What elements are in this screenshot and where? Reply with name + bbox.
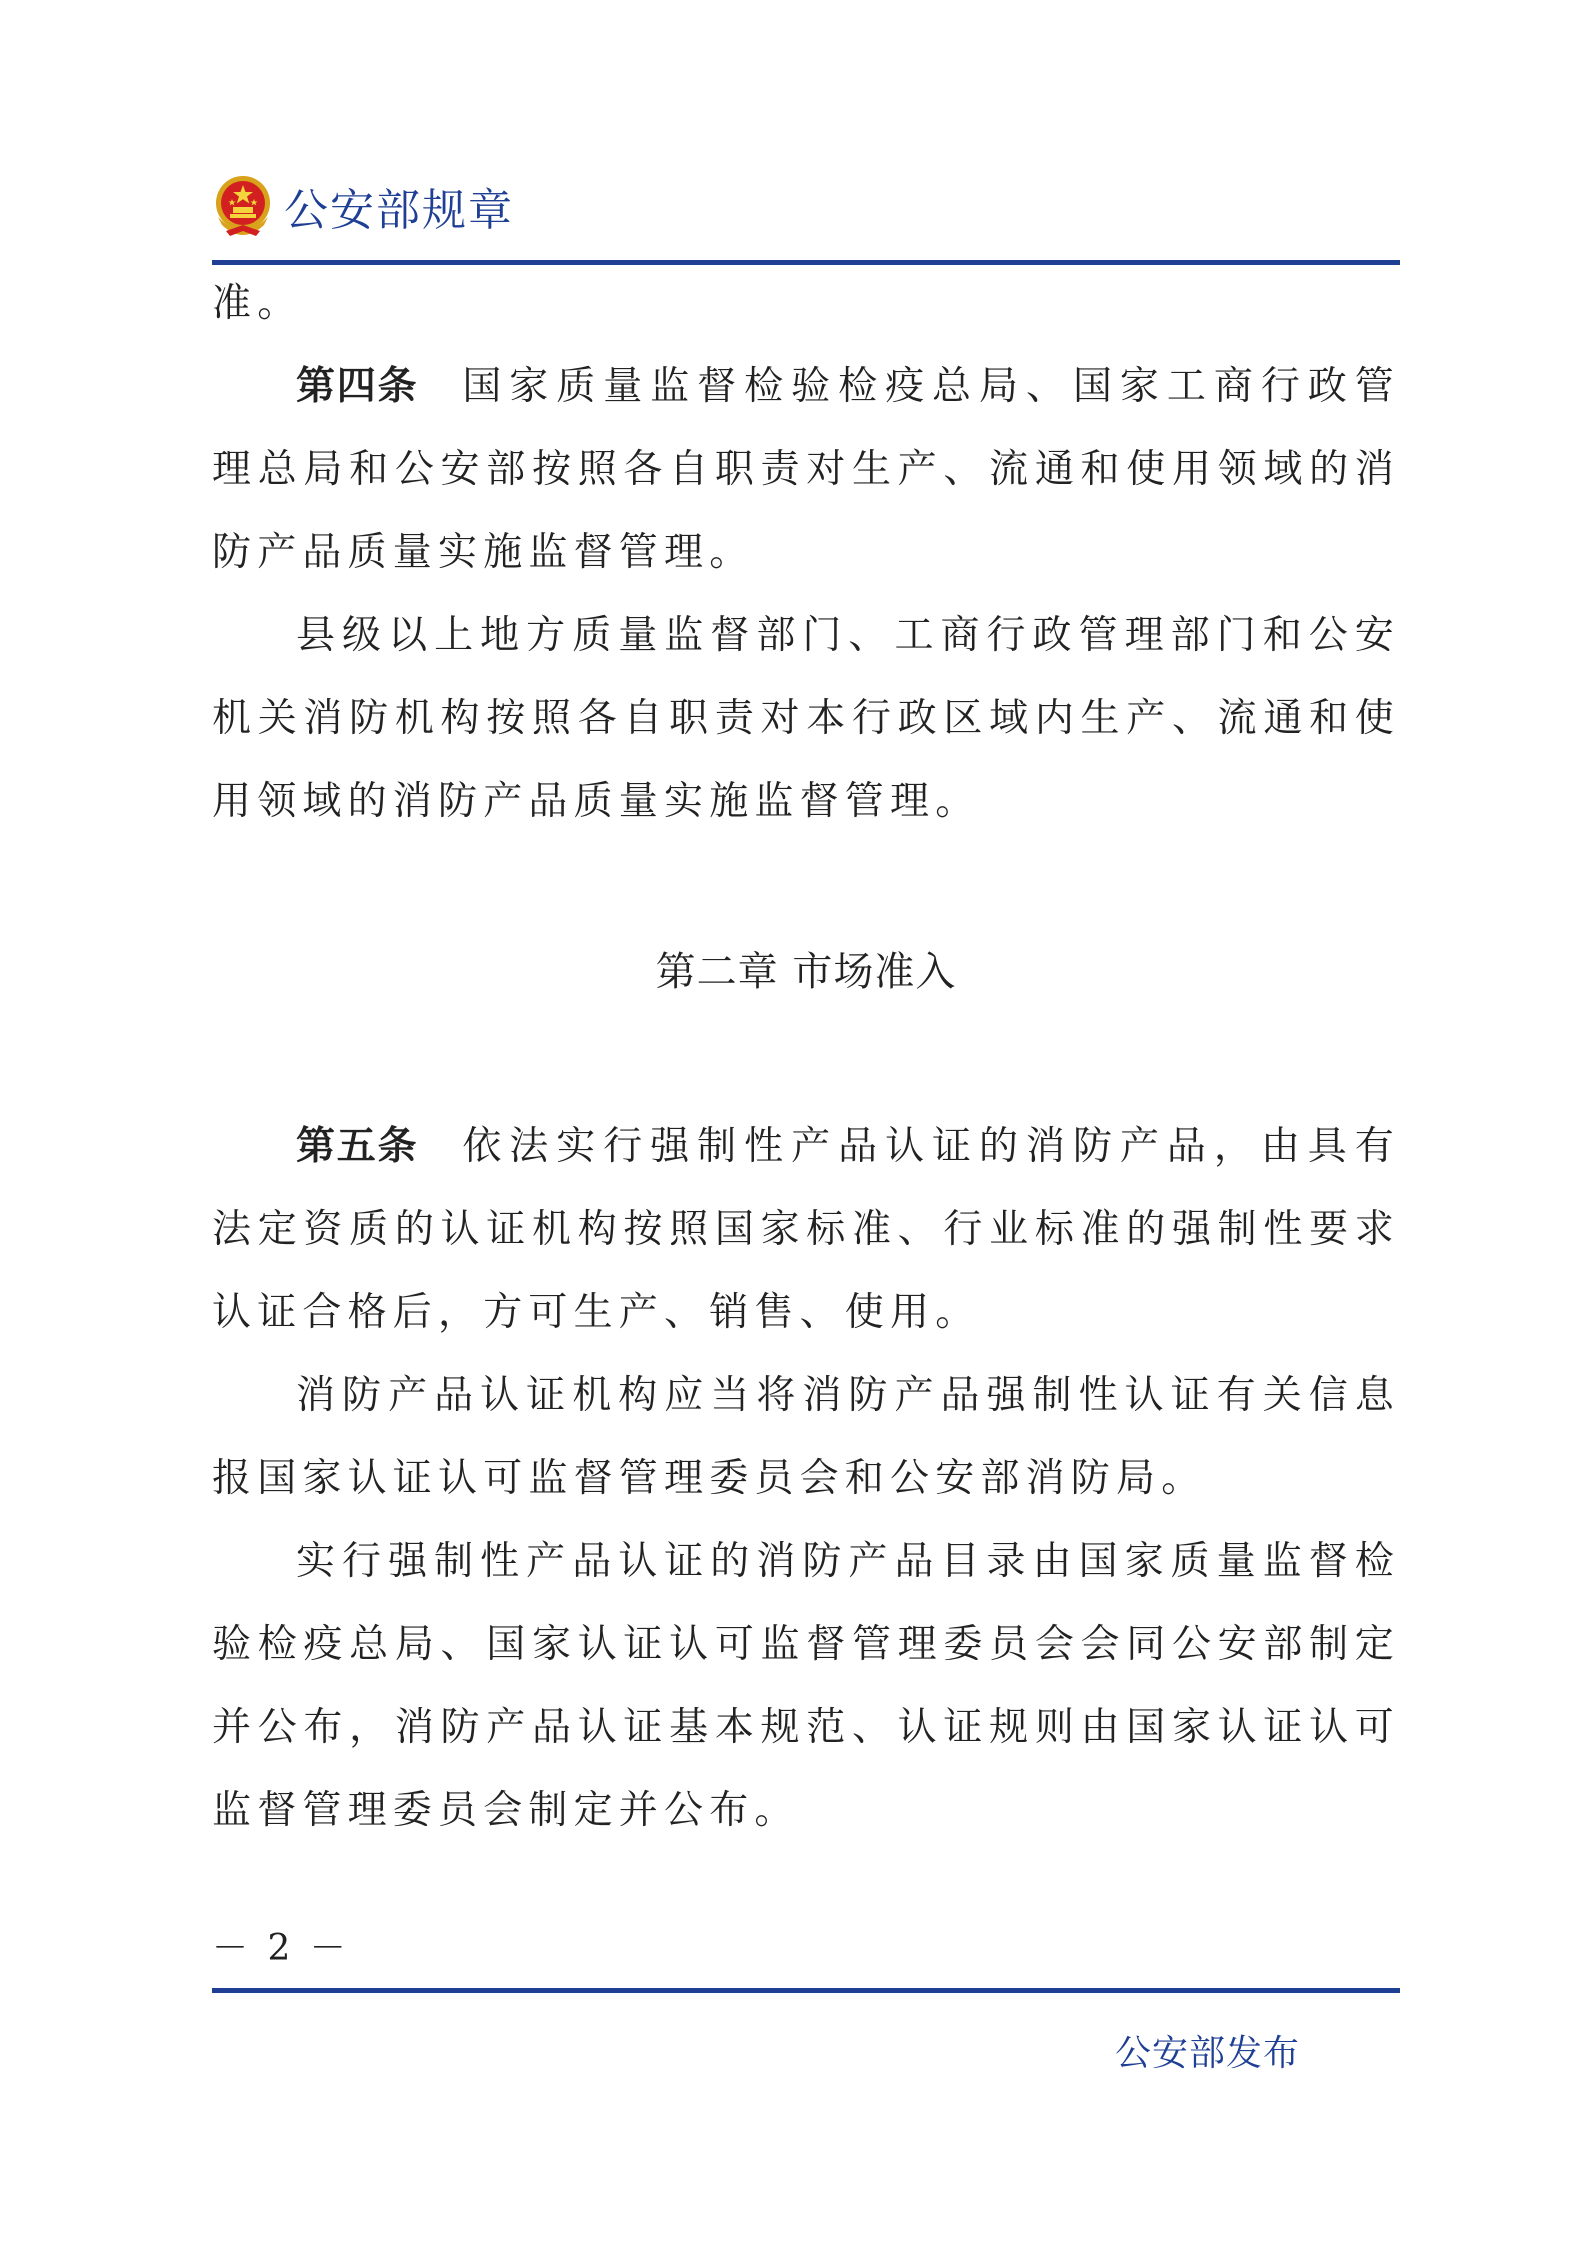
article-4-label: 第四条	[296, 364, 419, 409]
page-header	[212, 168, 514, 244]
document-body-continued	[212, 1105, 1400, 1852]
page-number: － 2 －	[212, 1928, 350, 1969]
article-5-text: 依法实行强制性产品认证的消防产品，由具有法定资质的认证机构按照国家标准、行业标准的强制性要求认证合格后，方可生产、销售、使用。	[212, 1124, 1400, 1335]
article-4-text: 国家质量监督检验检疫总局、国家工商行政管理总局和公安部按照各自职责对生产、流通和使用领域的消防产品质量实施监督管理。	[212, 364, 1400, 575]
article-5-paragraph-3: 实行强制性产品认证的消防产品目录由国家质量监督检验检疫总局、国家认证认可监督管理委员会会同公安部制定并公布，消防产品认证基本规范、认证规则由国家认证认可监督管理委员会制定并公布。	[212, 1539, 1400, 1833]
document-body	[212, 262, 1400, 843]
article-4-paragraph-2: 县级以上地方质量监督部门、工商行政管理部门和公安机关消防机构按照各自职责对本行政区域内生产、流通和使用领域的消防产品质量实施监督管理。	[212, 613, 1400, 824]
article-5-label: 第五条	[296, 1124, 419, 1169]
article-5-paragraph-1	[212, 1105, 1400, 1354]
header-title: 公安部规章	[284, 185, 514, 236]
national-emblem-icon	[212, 173, 274, 239]
article-4-paragraph-1	[212, 345, 1400, 594]
footer-divider	[212, 1988, 1400, 1993]
article-5-paragraph-2: 消防产品认证机构应当将消防产品强制性认证有关信息报国家认证认可监督管理委员会和公安部消防局。	[212, 1373, 1400, 1501]
chapter-heading: 第二章 市场准入	[655, 949, 957, 995]
footer-publisher: 公安部发布	[1115, 2033, 1301, 2074]
continuation-text: 准。	[212, 281, 303, 326]
